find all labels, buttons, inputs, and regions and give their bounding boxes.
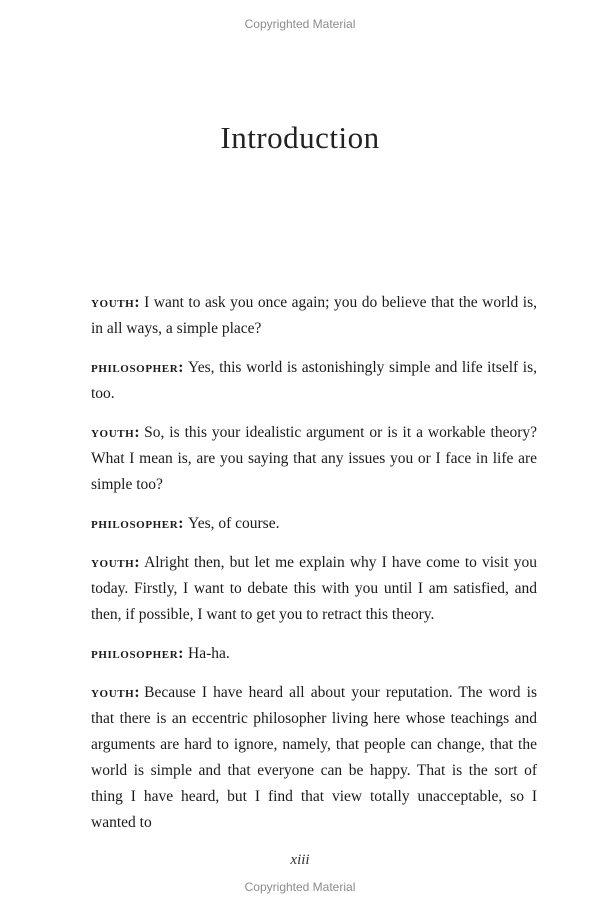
dialogue-paragraph [91,550,537,628]
dialogue-paragraph [91,290,537,342]
dialogue-paragraph [91,680,537,836]
dialogue-paragraph [91,355,537,407]
page-number: xiii [290,852,310,868]
speaker-label: youth: [91,294,141,311]
speaker-label: philosopher: [91,645,185,662]
speaker-label: philosopher: [91,359,185,376]
dialogue-text: I want to ask you once again; you do believe that the world is, in all ways, a simple place? [91,294,537,337]
copyright-watermark-bottom: Copyrighted Material [244,880,356,894]
speaker-label: philosopher: [91,515,185,532]
dialogue-paragraph [91,420,537,498]
dialogue-text: Yes, of course. [188,515,280,532]
dialogue-text: Because I have heard all about your reputation. The word is that there is an eccentric philosopher living here whose teachings and arguments are hard to ignore, namely, that people can change, that the world is simple and that everyone can be happy. That is the sort of thing I have heard, but I find that view totally unacceptable, so I wanted to [91,684,537,831]
speaker-label: youth: [91,684,141,701]
dialogue-text: So, is this your idealistic argument or is it a workable theory? What I mean is, are you saying that any issues you or I face in life are simple too? [91,424,537,493]
chapter-title: Introduction [220,120,380,155]
speaker-label: youth: [91,554,141,571]
dialogue-text: Yes, this world is astonishingly simple and life itself is, too. [91,359,537,402]
dialogue-paragraph [91,641,537,667]
dialogue-text: Alright then, but let me explain why I have come to visit you today. Firstly, I want to debate this with you until I am satisfied, and then, if possible, I want to get you to retract this theory. [91,554,537,623]
dialogue-body [91,290,537,849]
copyright-watermark-top: Copyrighted Material [244,17,356,31]
speaker-label: youth: [91,424,141,441]
dialogue-text: Ha-ha. [188,645,230,662]
dialogue-paragraph [91,511,537,537]
